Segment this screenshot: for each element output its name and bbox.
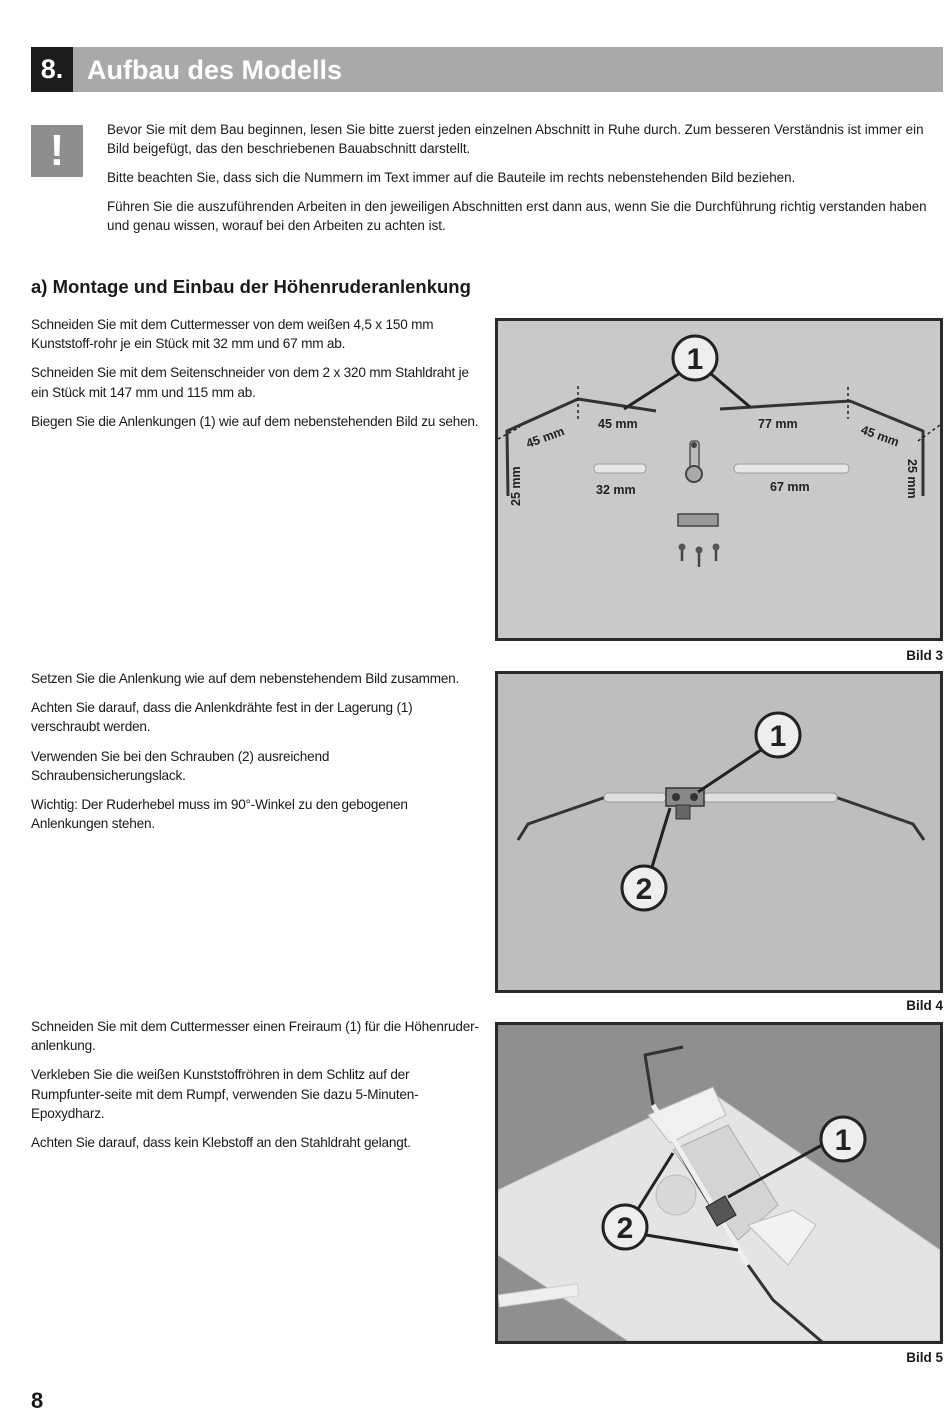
marker-label: 2 — [635, 873, 653, 906]
dimension-label: 67 mm — [770, 480, 810, 494]
dimension-label: 25 mm — [509, 466, 523, 506]
figure-5-drawing — [498, 1025, 940, 1341]
section-title: Aufbau des Modells — [87, 55, 343, 85]
step-1-text — [31, 315, 483, 441]
intro-paragraph: Bevor Sie mit dem Bau beginnen, lesen Sie bitte zuerst jeden einzelnen Abschnitt in Ruhe durch. Zum besseren Verständnis ist immer ein Bild beigefügt, das den beschriebenen Bauabschnitt darstellt. — [107, 122, 924, 156]
figure-5-photo — [495, 1022, 943, 1344]
figure-caption: Bild 3 — [906, 648, 943, 663]
step-paragraph: Schneiden Sie mit dem Seitenschneider von dem 2 x 320 mm Stahldraht je ein Stück mit 147 mm und 115 mm ab. — [31, 365, 469, 400]
dimension-label: 77 mm — [758, 417, 798, 431]
intro-text — [107, 120, 945, 245]
step-paragraph: Biegen Sie die Anlenkungen (1) wie auf dem nebenstehenden Bild zu sehen. — [31, 413, 479, 429]
step-paragraph: Verkleben Sie die weißen Kunststoffröhren in dem Schlitz auf der Rumpfunter-seite mit dem Rumpf, verwenden Sie dazu 5-Minuten-Epoxydharz. — [31, 1067, 419, 1121]
section-header — [31, 47, 943, 92]
step-3-text — [31, 1017, 483, 1162]
dimension-label: 45 mm — [524, 424, 567, 451]
dimension-label: 25 mm — [905, 459, 919, 499]
dimension-label: 45 mm — [858, 422, 901, 450]
section-number: 8. — [31, 47, 73, 92]
marker-label: 1 — [769, 720, 787, 753]
figure-caption: Bild 5 — [906, 1350, 943, 1365]
dimension-label: 32 mm — [596, 483, 636, 497]
marker-label: 1 — [834, 1124, 852, 1157]
step-paragraph: Achten Sie darauf, dass die Anlenkdrähte fest in der Lagerung (1) verschraubt werden. — [31, 700, 413, 735]
warning-symbol: ! — [49, 126, 65, 175]
step-2-text — [31, 669, 483, 843]
figure-3-drawing — [498, 321, 940, 638]
intro-paragraph: Bitte beachten Sie, dass sich die Nummern im Text immer auf die Bauteile im rechts nebenstehenden Bild beziehen. — [107, 170, 796, 185]
step-paragraph: Verwenden Sie bei den Schrauben (2) ausreichend Schraubensicherungslack. — [31, 748, 330, 783]
page-number: 8 — [31, 1388, 44, 1413]
figure-4-photo — [495, 671, 943, 993]
figure-caption: Bild 4 — [906, 998, 943, 1013]
step-paragraph: Achten Sie darauf, dass kein Klebstoff an den Stahldraht gelangt. — [31, 1135, 411, 1151]
subsection-title: a) Montage und Einbau der Höhenruderanlenkung — [31, 276, 471, 297]
step-paragraph: Wichtig: Der Ruderhebel muss im 90°-Winkel zu den gebogenen Anlenkungen stehen. — [31, 797, 408, 832]
intro-paragraph: Führen Sie die auszuführenden Arbeiten in den jeweiligen Abschnitten erst dann aus, wenn Sie die Durchführung richtig verstanden haben und genau wissen, worauf bei den Arbeiten zu achten ist. — [107, 199, 927, 233]
marker-label: 2 — [616, 1212, 634, 1245]
marker-label: 1 — [686, 343, 704, 376]
figure-4-drawing — [498, 674, 940, 990]
step-paragraph: Schneiden Sie mit dem Cuttermesser von dem weißen 4,5 x 150 mm Kunststoff-rohr je ein Stück mit 32 mm und 67 mm ab. — [31, 317, 434, 352]
warning-icon — [31, 125, 83, 177]
figure-3-photo — [495, 318, 943, 641]
dimension-label: 45 mm — [598, 417, 638, 431]
step-paragraph: Setzen Sie die Anlenkung wie auf dem nebenstehendem Bild zusammen. — [31, 671, 460, 686]
step-paragraph: Schneiden Sie mit dem Cuttermesser einen Freiraum (1) für die Höhenruder-anlenkung. — [31, 1019, 479, 1054]
